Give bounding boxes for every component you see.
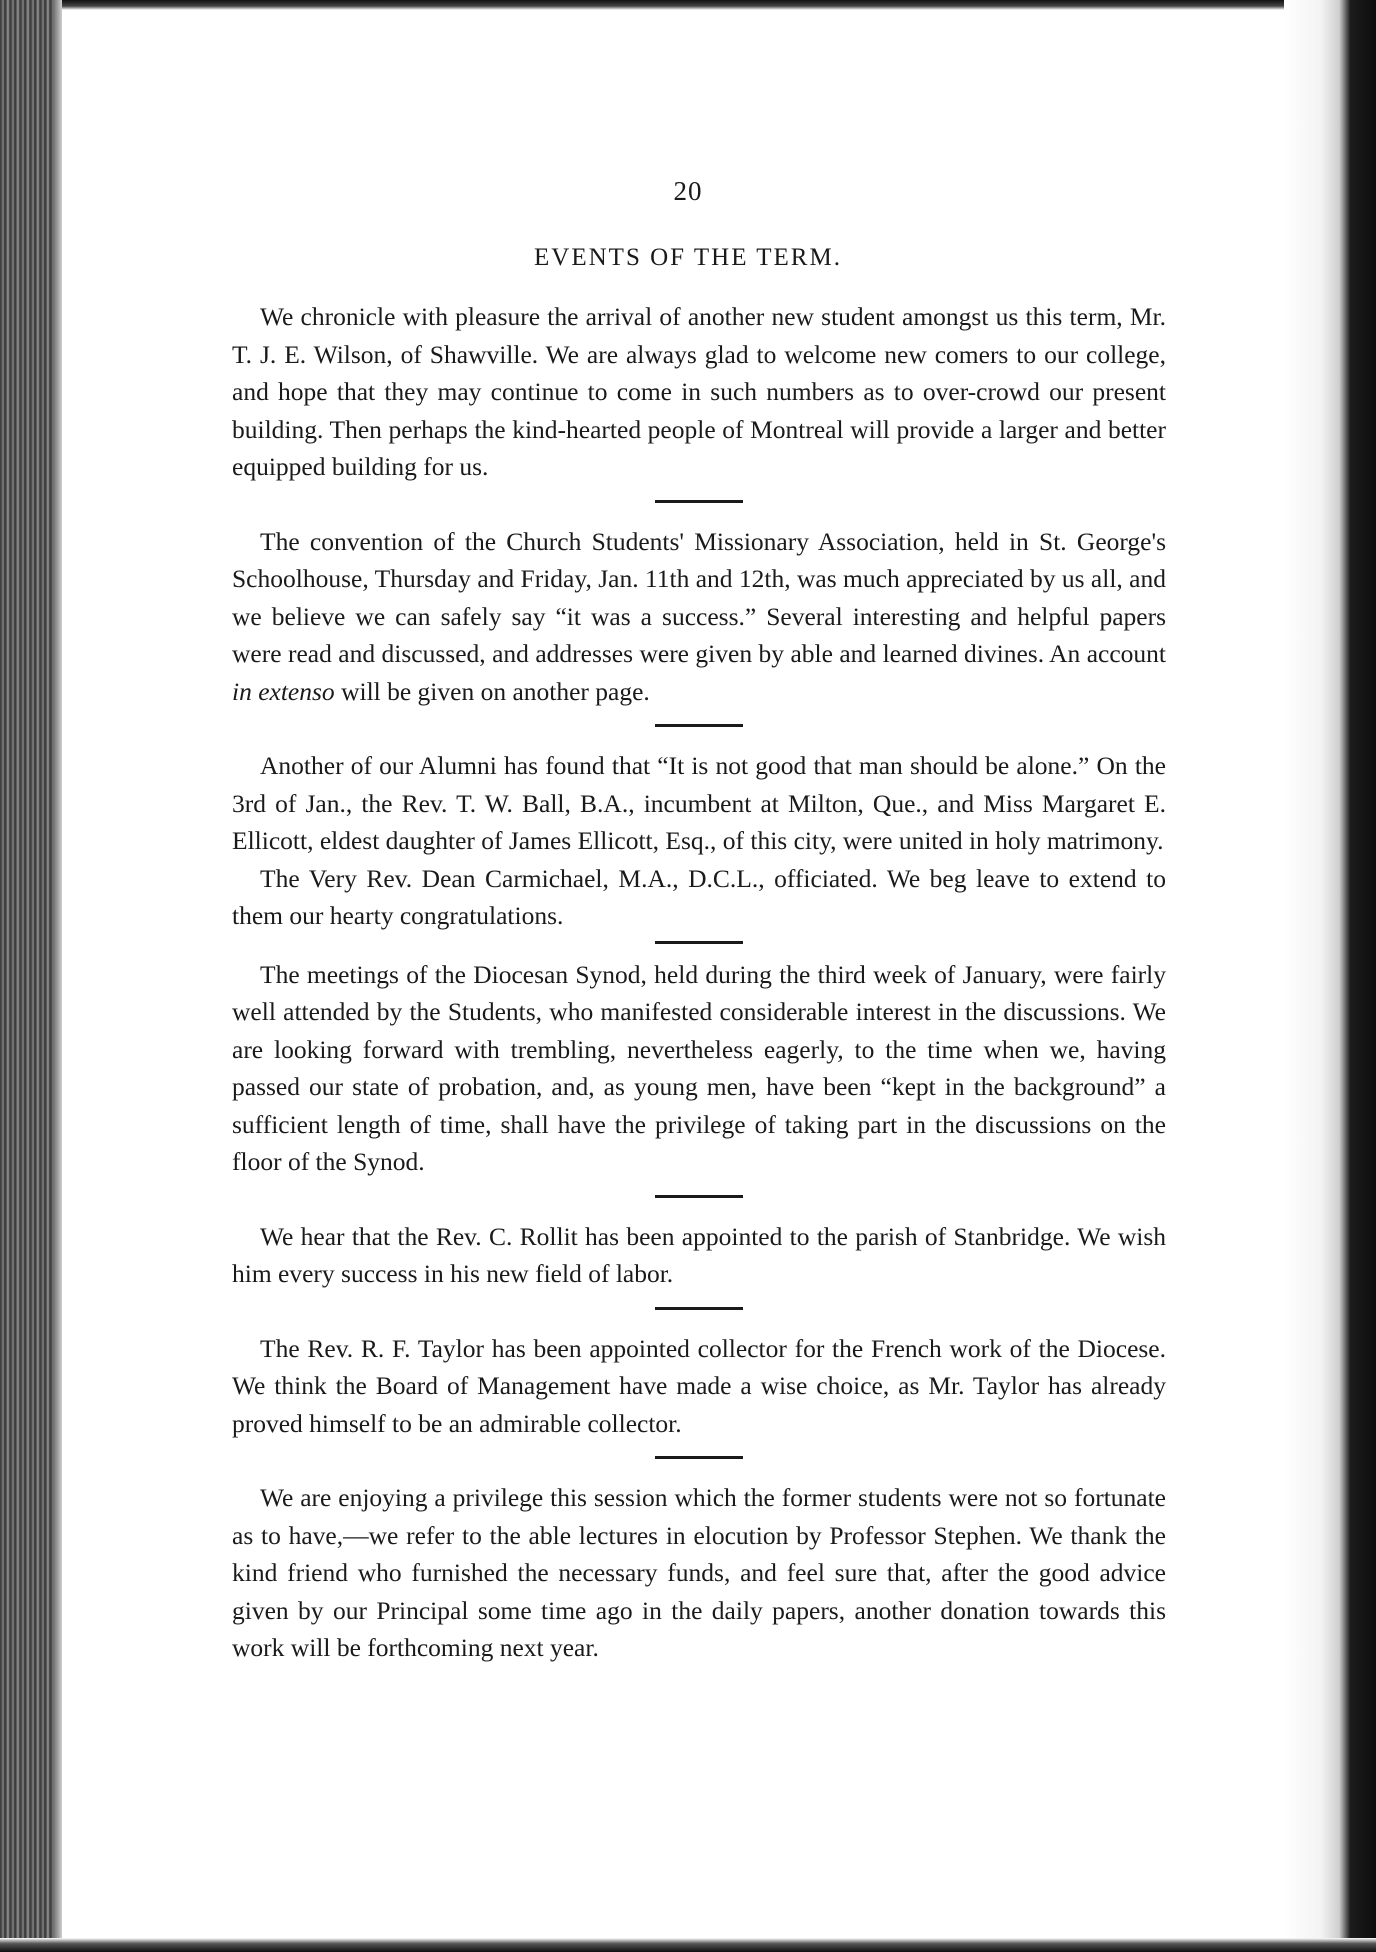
page-right-edge (1284, 0, 1376, 1952)
page-top-edge (0, 0, 1376, 10)
paragraph-elocution: We are enjoying a privilege this session which the former students were not so fortunate as to have,—we refer to the able lectures in elocution by Professor Stephen. We thank the kind friend who furnished the necessary funds, and feel sure that, after the good advice given by our Principal some time ago in the daily papers, another donation towards this work will be forthcoming next year. (232, 1483, 1166, 1662)
section-divider (655, 1456, 743, 1459)
paragraph-convention-italic: in extenso (232, 676, 335, 706)
section-divider (655, 500, 743, 503)
paragraph-convention (232, 523, 1166, 711)
paragraph-new-student: We chronicle with pleasure the arrival of another new student amongst us this term, Mr. T. J. E. Wilson, of Shawville. We are always glad to welcome new comers to our college, and hope that they may continue to come in such numbers as to over-crowd our present building. Then perhaps the kind-hearted people of Montreal will provide a larger and better equipped building for us. (232, 302, 1166, 481)
section-divider (655, 1307, 743, 1310)
paragraph-taylor: The Rev. R. F. Taylor has been appointed collector for the French work of the Diocese. We think the Board of Management have made a wise choice, as Mr. Taylor has already proved himself to be an admirable collector. (232, 1333, 1166, 1438)
paragraph-synod: The meetings of the Diocesan Synod, held during the third week of January, were fairly well attended by the Students, who manifested considerable interest in the discussions. We are looking forward with trembling, nevertheless eagerly, to the time when we, having passed our state of probation, and, as young men, have been “kept in the background” a sufficient length of time, shall have the privilege of taking part in the discussions on the floor of the Synod. (232, 959, 1166, 1176)
paragraph-wedding-officiant: The Very Rev. Dean Carmichael, M.A., D.C.L., officiated. We beg leave to extend to them our hearty congratulations. (232, 863, 1166, 930)
paragraph-rollit: We hear that the Rev. C. Rollit has been appointed to the parish of Stanbridge. We wish him every success in his new field of labor. (232, 1221, 1166, 1288)
paragraph-convention-end: will be given on another page. (334, 676, 650, 706)
paragraph-convention-text: The convention of the Church Students' Missionary Association, held in St. George's Schoolhouse, Thursday and Friday, Jan. 11th and 12th, was much appreciated by us all, and we believe we can safely say “it was a success.” Several interesting and helpful papers were read and discussed, and addresses were given by able and learned divines. An account (232, 526, 1166, 668)
section-divider (655, 941, 743, 944)
article-body (232, 298, 1166, 1667)
section-divider (655, 1195, 743, 1198)
book-spine (0, 0, 54, 1952)
section-divider (655, 724, 743, 727)
page-gutter (54, 0, 62, 1952)
paragraph-wedding: Another of our Alumni has found that “It is not good that man should be alone.” On the 3rd of Jan., the Rev. T. W. Ball, B.A., incumbent at Milton, Que., and Miss Margaret E. Ellicott, eldest daughter of James Ellicott, Esq., of this city, were united in holy matrimony. (232, 751, 1166, 855)
page-number: 20 (673, 176, 703, 206)
page-title: EVENTS OF THE TERM. (534, 244, 842, 271)
page-bottom-edge (0, 1938, 1376, 1952)
